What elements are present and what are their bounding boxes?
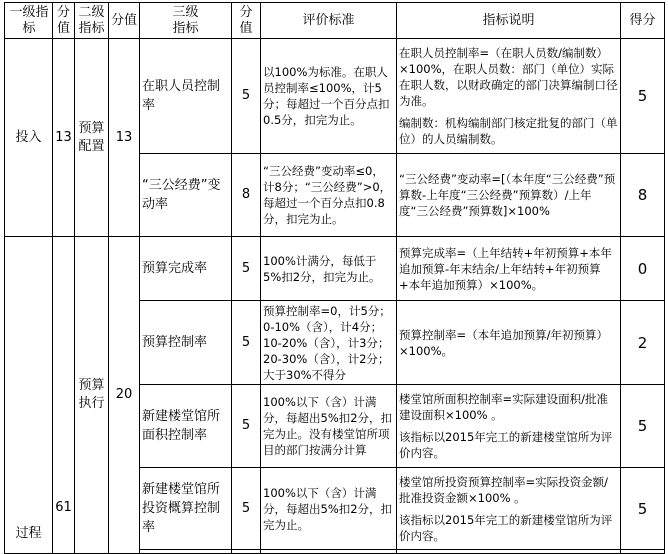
evaluation-table [4, 2, 665, 554]
header-score2: 分值 [109, 3, 140, 39]
indicator-score: 5 [232, 301, 261, 385]
header-level3: 三级指标 [140, 3, 232, 39]
indicator-score: 5 [232, 237, 261, 301]
standard-cell: “三公经费”变动率≤0，计8分；“三公经费”>0，每超过一个百分点扣0.8分，扣完为止。 [261, 154, 397, 237]
header-row [5, 3, 665, 39]
standard-cell: 100%以下（含）计满分，每超出5%扣2分，扣完为止。 [261, 468, 397, 550]
explanation-text: 在职人员控制率=（在职人员数/编制数）×100%，在职人员数：部门（单位）实际在职人数，以财政确定的部门决算编制口径为准。 [399, 46, 618, 108]
explanation-cell [397, 468, 621, 550]
level2-budget-exec: 预算执行 [75, 237, 109, 554]
explanation-note: 编制数：机构编制部门核定批复的部门（单位）的人员编制数。 [399, 116, 618, 146]
table-row [5, 237, 665, 301]
level2-budget-config: 预算配置 [75, 39, 109, 237]
score2-budget-config: 13 [109, 39, 140, 237]
explanation-cell: 预算完成率=（上年结转+年初预算+本年追加预算-年末结余/上年结转+年初预算+本年追加预算）×100%。 [397, 237, 621, 301]
indicator-score: 5 [232, 39, 261, 154]
standard-cell: 预算控制率=0，计5分；0-10%（含），计4分；10-20%（含），计3分；20-30%（含），计2分；大于30%不得分 [261, 301, 397, 385]
level1-input: 投入 [5, 39, 53, 237]
indicator-cell: 预算完成率 [140, 237, 232, 301]
indicator-cell: 新建楼堂馆所投资概算控制率 [140, 468, 232, 550]
got-score: 5 [621, 39, 665, 154]
standard-cell: 100%以下（含）计满分，每超出5%扣2分，扣完为止。没有楼堂馆所项目的部门按满分计算 [261, 385, 397, 468]
explanation-text: 楼堂馆所投资预算控制率=实际投资金额/批准投资金额×100% 。 [399, 474, 609, 505]
explanation-note: 该指标以2015年完工的新建楼堂馆所为评价内容。 [399, 512, 613, 543]
score1-process: 61 [53, 237, 75, 554]
indicator-score: 5 [232, 468, 261, 550]
header-standard: 评价标准 [261, 3, 397, 39]
header-explanation: 指标说明 [397, 3, 621, 39]
header-score3: 分值 [232, 3, 261, 39]
header-score1: 分值 [53, 3, 75, 39]
got-score: 5 [621, 385, 665, 468]
standard-cell: 以100%为标准。在职人员控制率≤100%，计5分；每超过一个百分点扣0.5分，扣完为止。 [261, 39, 397, 154]
got-score: 5 [621, 468, 665, 550]
explanation-cell [397, 39, 621, 154]
explanation-cell: 预算控制率=（本年追加预算/年初预算）×100%。 [397, 301, 621, 385]
indicator-cell: 在职人员控制率 [140, 39, 232, 154]
indicator-score: 8 [232, 154, 261, 237]
header-level1: 一级指标 [5, 3, 53, 39]
score2-budget-exec: 20 [109, 237, 140, 554]
indicator-score: 5 [232, 385, 261, 468]
header-level2: 二级指标 [75, 3, 109, 39]
explanation-cell: “三公经费”变动率=[（本年度“三公经费”预算数-上年度“三公经费”预算数）/上年度“三公经费”预算数]×100% [397, 154, 621, 237]
got-score: 2 [621, 301, 665, 385]
got-score: 0 [621, 237, 665, 301]
table-row [5, 39, 665, 154]
explanation-cell [397, 385, 621, 468]
got-score: 8 [621, 154, 665, 237]
indicator-cell: 预算控制率 [140, 301, 232, 385]
explanation-text: 楼堂馆所面积控制率=实际建设面积/批准建设面积×100% 。 [399, 392, 609, 422]
standard-cell: 100%计满分，每低于5%扣2分，扣完为止。 [261, 237, 397, 301]
explanation-note: 该指标以2015年完工的新建楼堂馆所为评价内容。 [399, 430, 613, 460]
level1-process: 过程 [5, 237, 53, 554]
indicator-cell: “三公经费”变动率 [140, 154, 232, 237]
indicator-cell: 新建楼堂馆所面积控制率 [140, 385, 232, 468]
score1-input: 13 [53, 39, 75, 237]
header-got: 得分 [621, 3, 665, 39]
